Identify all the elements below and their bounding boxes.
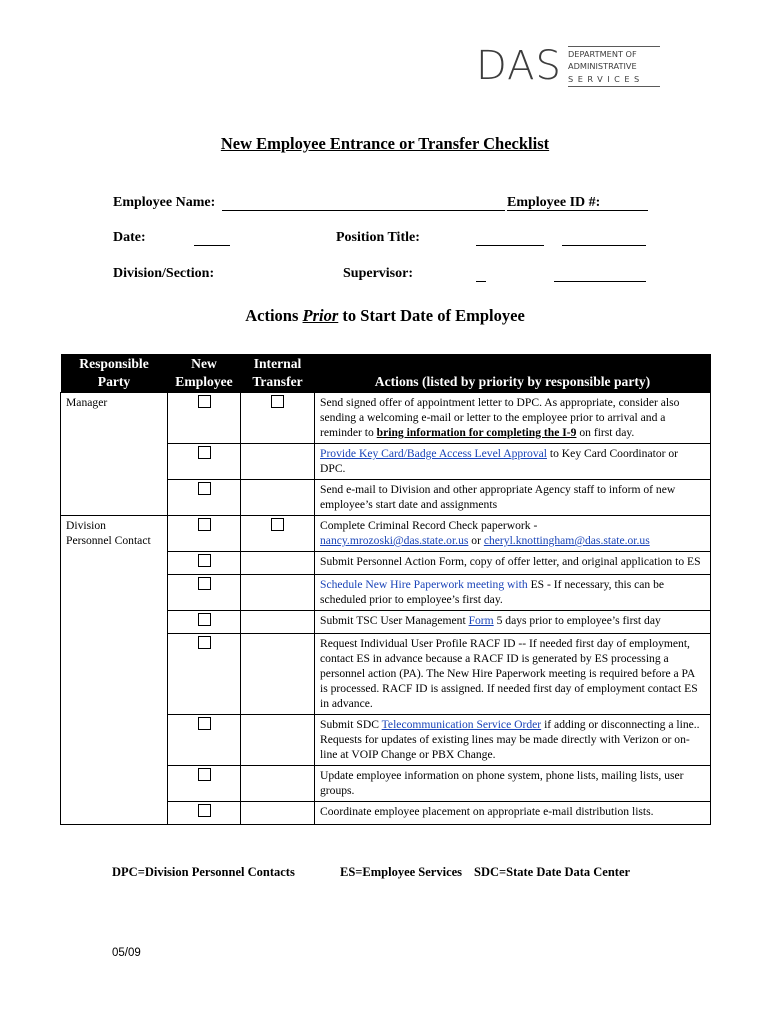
internal-transfer-cell — [241, 444, 315, 480]
supervisor-line-2[interactable] — [554, 281, 646, 282]
new-employee-cell — [168, 516, 241, 552]
supervisor-line-1[interactable] — [476, 281, 486, 282]
internal-transfer-cell — [241, 393, 315, 444]
document-title: New Employee Entrance or Transfer Checklist — [220, 134, 550, 153]
key-card-approval-link[interactable]: Provide Key Card/Badge Access Level Approval — [320, 447, 547, 460]
position-title-label: Position Title: — [336, 230, 420, 245]
email-link-mrozoski[interactable]: nancy.mrozoski@das.state.or.us — [320, 534, 469, 547]
header-new-line-2: Employee — [175, 374, 233, 389]
logo-line-2: ADMINISTRATIVE — [568, 61, 637, 72]
date-label: Date: — [113, 230, 146, 245]
action-text: Coordinate employee placement on appropriate e-mail distribution lists. — [315, 802, 711, 825]
tsc-form-link[interactable]: Form — [468, 614, 494, 627]
table-row — [61, 393, 711, 444]
action-text-part: Submit TSC User Management — [320, 614, 469, 627]
action-text-part: Complete Criminal Record Check paperwork - — [320, 519, 538, 532]
header-party-line-2: Party — [97, 374, 131, 389]
internal-transfer-cell — [241, 575, 315, 611]
supervisor-label: Supervisor: — [343, 266, 413, 281]
table-row — [61, 444, 711, 480]
new-employee-checkbox[interactable] — [198, 804, 211, 817]
internal-transfer-cell — [241, 516, 315, 552]
internal-transfer-cell — [241, 802, 315, 825]
new-employee-checkbox[interactable] — [198, 554, 211, 567]
internal-transfer-cell — [241, 552, 315, 575]
header-internal-line-1: Internal — [253, 356, 302, 371]
internal-transfer-cell — [241, 766, 315, 802]
new-employee-checkbox[interactable] — [198, 636, 211, 649]
schedule-meeting-text: Schedule New Hire Paperwork meeting with — [320, 578, 528, 591]
email-link-knottingham[interactable]: cheryl.knottingham@das.state.or.us — [483, 534, 650, 547]
new-employee-checkbox[interactable] — [198, 395, 211, 408]
header-new-employee — [168, 354, 241, 393]
logo-rule-top — [568, 46, 660, 47]
action-text — [315, 611, 711, 634]
new-employee-cell — [168, 480, 241, 516]
new-employee-checkbox[interactable] — [198, 446, 211, 459]
party-cell-empty — [61, 611, 168, 634]
legend-es: ES=Employee Services — [340, 865, 463, 879]
action-text: Update employee information on phone system, phone lists, mailing lists, user groups. — [315, 766, 711, 802]
party-cell-empty — [61, 802, 168, 825]
table-row — [61, 802, 711, 825]
action-text: Request Individual User Profile RACF ID -- If needed first day of employment, contact ES in advance because a RACF ID is generated by ES processing a personnel action (PA). The New Hire Paperwork meeting is required before a PA is processed. RACF ID is assigned. If needed first day of employment contact ES in advance. — [315, 634, 711, 715]
employee-name-line[interactable] — [222, 210, 505, 211]
action-text-part: Send signed offer of appointment letter to DPC. As appropriate, consider also sending a welcoming e-mail or letter to the employee prior to arrival and a reminder to — [320, 396, 680, 439]
logo-text — [568, 48, 644, 85]
action-text — [315, 516, 711, 552]
new-employee-cell — [168, 766, 241, 802]
internal-transfer-cell — [241, 480, 315, 516]
action-text — [315, 393, 711, 444]
party-cell-empty — [61, 575, 168, 611]
new-employee-checkbox[interactable] — [198, 518, 211, 531]
new-employee-checkbox[interactable] — [198, 613, 211, 626]
new-employee-cell — [168, 802, 241, 825]
internal-transfer-cell — [241, 634, 315, 715]
new-employee-checkbox[interactable] — [198, 482, 211, 495]
section-heading-emphasis: Prior — [302, 306, 339, 325]
action-text-part: on first day. — [576, 426, 635, 439]
new-employee-checkbox[interactable] — [198, 577, 211, 590]
internal-transfer-checkbox[interactable] — [271, 518, 284, 531]
logo-line-3: SERVICES — [568, 73, 644, 84]
internal-transfer-checkbox[interactable] — [271, 395, 284, 408]
legend-dpc: DPC=Division Personnel Contacts — [112, 865, 295, 879]
party-cell-empty — [61, 766, 168, 802]
action-text: Submit Personnel Action Form, copy of offer letter, and original application to ES — [315, 552, 711, 575]
position-title-line-1[interactable] — [476, 245, 544, 246]
action-text — [315, 715, 711, 766]
new-employee-cell — [168, 575, 241, 611]
action-text-part: 5 days prior to employee’s first day — [493, 614, 661, 627]
header-responsible-party — [61, 354, 168, 393]
action-text-part: if adding or disconnecting a line.. Requests for updates of existing lines may be made directly with Verizon or on-line at VOIP Change or PBX Change. — [320, 718, 700, 761]
party-division-line-2: Personnel Contact — [66, 534, 151, 547]
table-row — [61, 766, 711, 802]
section-heading-pre: Actions — [245, 306, 303, 325]
das-logo — [476, 43, 660, 90]
party-cell-empty — [61, 444, 168, 480]
section-heading-post: to Start Date of Employee — [338, 306, 525, 325]
party-cell-empty — [61, 480, 168, 516]
table-row — [61, 634, 711, 715]
checklist-table — [60, 354, 711, 825]
header-internal-transfer — [241, 354, 315, 393]
table-row — [61, 480, 711, 516]
header-actions — [315, 354, 711, 393]
party-cell-empty — [61, 552, 168, 575]
header-actions-label: Actions (listed by priority by responsible party) — [374, 374, 651, 389]
header-internal-line-2: Transfer — [252, 374, 303, 389]
action-emphasis: bring information for completing the I-9 — [376, 426, 577, 439]
employee-id-underline[interactable] — [507, 210, 648, 211]
date-line[interactable] — [194, 245, 230, 246]
party-cell-empty — [61, 634, 168, 715]
employee-id-label: Employee ID #: — [507, 195, 601, 210]
action-text-part: ES - If necessary, this can be scheduled prior to employee’s first day. — [320, 578, 665, 606]
action-text-part: or — [468, 534, 484, 547]
action-text-part: to Key Card Coordinator or DPC. — [320, 447, 679, 475]
employee-name-label: Employee Name: — [113, 195, 216, 210]
new-employee-cell — [168, 634, 241, 715]
action-text: Send e-mail to Division and other appropriate Agency staff to inform of new employee’s start date and assignments — [315, 480, 711, 516]
header-new-line-1: New — [191, 356, 217, 371]
new-employee-cell — [168, 393, 241, 444]
new-employee-cell — [168, 715, 241, 766]
internal-transfer-cell — [241, 715, 315, 766]
header-party-line-1: Responsible — [79, 356, 149, 371]
party-manager: Manager — [61, 393, 168, 444]
telecom-order-link[interactable]: Telecommunication Service Order — [381, 718, 542, 731]
action-text-part: Submit SDC — [320, 718, 382, 731]
table-row — [61, 611, 711, 634]
party-cell-empty — [61, 715, 168, 766]
table-header-row — [61, 354, 711, 393]
division-section-label: Division/Section: — [113, 266, 215, 281]
new-employee-cell — [168, 552, 241, 575]
legend-sdc: SDC=State Date Data Center — [474, 865, 631, 879]
table-row — [61, 575, 711, 611]
new-employee-cell — [168, 611, 241, 634]
logo-line-1: DEPARTMENT OF — [568, 49, 637, 59]
table-row — [61, 552, 711, 575]
table-row — [61, 516, 711, 552]
logo-mark: DAS — [476, 43, 562, 89]
new-employee-checkbox[interactable] — [198, 768, 211, 781]
new-employee-checkbox[interactable] — [198, 717, 211, 730]
table-row — [61, 715, 711, 766]
internal-transfer-cell — [241, 611, 315, 634]
party-division-personnel-contact — [61, 516, 168, 552]
action-text — [315, 444, 711, 480]
section-heading — [0, 306, 770, 326]
action-text — [315, 575, 711, 611]
party-division-line-1: Division — [66, 519, 106, 532]
revision-date: 05/09 — [112, 947, 141, 959]
position-title-line-2[interactable] — [562, 245, 646, 246]
new-employee-cell — [168, 444, 241, 480]
logo-rule-bottom — [568, 86, 660, 87]
